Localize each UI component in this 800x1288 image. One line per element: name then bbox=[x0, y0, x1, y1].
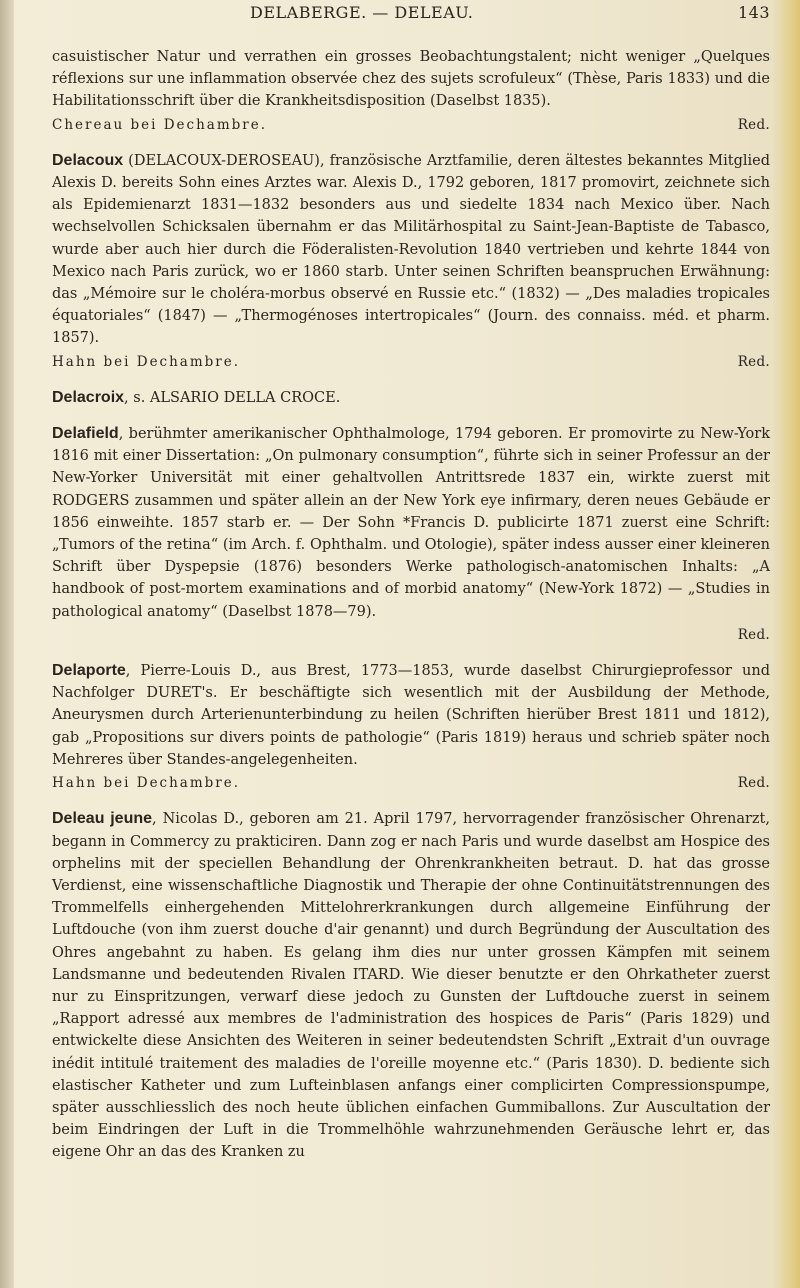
entry-text: , Pierre-Louis D., aus Brest, 1773—1853, wurde daselbst Chirurgieprofessor und Nachfolger DURET's. Er beschäftigte sich wesentlich mit der Ausbildung der Methode, Aneurysmen durch Arterienunterbindung zu heilen (Schriften hierüber Brest 1811 und 1812), gab „Propositions sur divers points de pathologie“ (Paris 1819) heraus und schrieb später noch Mehreres über Standes-angelegenheiten. bbox=[52, 663, 770, 768]
entry-paragraph bbox=[52, 150, 770, 350]
entry-paragraph bbox=[52, 423, 770, 623]
main-text bbox=[52, 46, 770, 1164]
entry-text: , Nicolas D., geboren am 21. April 1797, hervorragender französischer Ohrenarzt, begann in Commercy zu prakticiren. Dann zog er nach Paris und wurde daselbst am Hospice des orphelins mit der speciellen Behandlung der Ohrenkrankheiten betraut. D. hat das grosse Verdienst, eine wissenschaftliche Diagnostik und Therapie der ohne Continuitätstrennungen des Trommelfells einhergehenden Mittelohrerkrankungen durch allgemeine Einführung der Luftdouche (von ihm zuerst douche d'air genannt) und durch Begründung der Auscultation des Ohres angebahnt zu haben. Es gelang ihm dies nur unter grossen Kämpfen mit seinem Landsmanne und bedeutenden Rivalen ITARD. Wie dieser benutzte er den Ohrkatheter zuerst nur zu Einspritzungen, verwarf diese jedoch zu Gunsten der Luftdouche zuerst in seinem „Rapport adressé aux membres de l'administration des hospices de Paris“ (Paris 1829) und entwickelte diese Ansichten des Weiteren in seiner bedeutendsten Schrift „Extrait d'un ouvrage inédit intitulé traitement des maladies de l'oreille moyenne etc.“ (Paris 1830). D. bediente sich elastischer Katheter und zum Lufteinblasen anfangs einer complicirten Compressionspumpe, später ausschliesslich des noch heute üblichen einfachen Gummiballons. Zur Auscultation der beim Eindringen der Luft in die Trommelhöhle wahrzunehmenden Geräusche lehrt er, das eigene Ohr an das des Kranken zu bbox=[52, 811, 770, 1161]
page-number: 143 bbox=[737, 3, 770, 22]
entry-delafield bbox=[52, 423, 770, 646]
entry-continued bbox=[52, 46, 770, 136]
entry-author: Hahn bei Dechambre. bbox=[52, 353, 241, 370]
entry-paragraph bbox=[52, 808, 770, 1163]
entry-editor: Red. bbox=[737, 626, 770, 643]
signature-line bbox=[52, 351, 770, 373]
entry-lemma: Deleau jeune bbox=[52, 810, 153, 828]
entry-paragraph bbox=[52, 660, 770, 771]
running-header bbox=[250, 3, 770, 29]
entry-lemma: Delacoux bbox=[52, 151, 124, 169]
entry-lemma: Delacroix bbox=[52, 388, 125, 406]
signature-line bbox=[52, 624, 770, 646]
entry-text: , s. ALSARIO DELLA CROCE. bbox=[124, 389, 341, 406]
entry-author: Hahn bei Dechambre. bbox=[52, 775, 241, 792]
entry-paragraph bbox=[52, 387, 770, 409]
signature-line bbox=[52, 772, 770, 794]
entry-lemma: Delafield bbox=[52, 425, 119, 443]
page-gutter-shadow bbox=[0, 0, 14, 1288]
entry-lemma: Delaporte bbox=[52, 662, 126, 680]
entry-editor: Red. bbox=[737, 775, 770, 792]
entry-delaporte bbox=[52, 660, 770, 794]
page-edge-discoloration bbox=[772, 0, 800, 1288]
entry-editor: Red. bbox=[737, 353, 770, 370]
entry-delacroix bbox=[52, 387, 770, 409]
header-title: DELABERGE. — DELEAU. bbox=[250, 3, 474, 22]
entry-text: (DELACOUX-DEROSEAU), französische Arztfamilie, deren ältestes bekanntes Mitglied Alexis D. bereits Sohn eines Arztes war. Alexis D., 1792 geboren, 1817 promovirt, zeichnete sich als Epidemienarzt 1831—1832 besonders aus und siedelte 1834 nach Mexico über. Nach wechselvollen Schicksalen übernahm er das Militärhospital zu Saint-Jean-Baptiste de Tabasco, wurde aber auch hier durch die Föderalisten-Revolution 1840 vertrieben und kehrte 1844 von Mexico nach Paris zurück, wo er 1860 starb. Unter seinen Schriften beanspruchen Erwähnung: das „Mémoire sur le choléra-morbus observé en Russie etc.“ (1832) — „Des maladies tropicales équatoriales“ (1847) — „Thermogénoses intertropicales“ (Journ. des connaiss. méd. et pharm. 1857). bbox=[52, 152, 770, 347]
entry-deleau bbox=[52, 808, 770, 1163]
entry-author: Chereau bei Dechambre. bbox=[52, 116, 268, 133]
entry-delacoux bbox=[52, 150, 770, 373]
signature-line bbox=[52, 114, 770, 136]
entry-editor: Red. bbox=[737, 116, 770, 133]
entry-text: casuistischer Natur und verrathen ein grosses Beobachtungstalent; nicht weniger „Quelques réflexions sur une inflammation observée chez des sujets scrofuleux“ (Thèse, Paris 1833) und die Habilitationsschrift über die Krankheitsdisposition (Daselbst 1835). bbox=[52, 49, 770, 110]
entry-text: , berühmter amerikanischer Ophthalmologe, 1794 geboren. Er promovirte zu New-York 1816 mit einer Dissertation: „On pulmonary consumption“, führte sich in seiner Professur an der New-Yorker Universität mit einer gehaltvollen Antrittsrede 1837 ein, wirkte zuerst mit RODGERS zusammen und später allein an der New York eye infirmary, deren neues Gebäude er 1856 einweihte. 1857 starb er. — Der Sohn *Francis D. publicirte 1871 zuerst eine Schrift: „Tumors of the retina“ (im Arch. f. Ophthalm. und Otologie), später indess ausser einer kleineren Schrift über Dyspepsie (1876) besonders Werke pathologisch-anatomischen Inhalts: „A handbook of post-mortem examinations and of morbid anatomy“ (New-York 1872) — „Studies in pathological anatomy“ (Daselbst 1878—79). bbox=[52, 426, 770, 620]
